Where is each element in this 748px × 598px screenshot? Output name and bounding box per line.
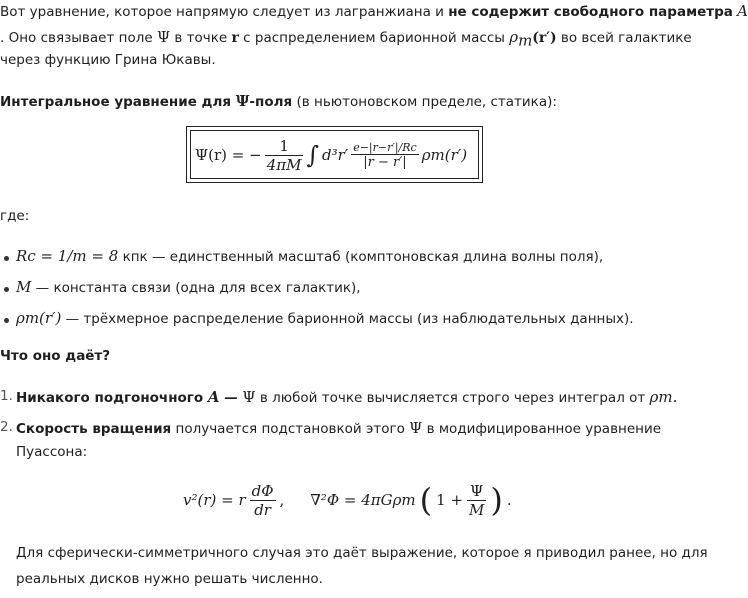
list-item-2-line-2: Пуассона: bbox=[16, 444, 88, 460]
bullet-item-rho bbox=[16, 309, 634, 327]
eq2-lparen: ( bbox=[419, 481, 433, 519]
math-rho: ρ bbox=[509, 28, 519, 46]
bullet-math: ρm(r′) bbox=[16, 309, 62, 327]
list-psi: Ψ bbox=[409, 419, 423, 437]
intro-bold: не содержит свободного параметра bbox=[448, 4, 733, 20]
final-line-1: Для сферически-симметричного случая это даёт выражение, которое я приводил ранее, но для bbox=[16, 545, 708, 561]
eq2-dphi: dΦ bbox=[251, 481, 274, 500]
list-text: получается подстановкой этого bbox=[171, 421, 410, 437]
final-line-2: реальных дисков нужно решать численно. bbox=[16, 571, 323, 587]
intro-line-3: через функцию Грина Юкавы. bbox=[0, 52, 216, 68]
eq1-frac-exp bbox=[351, 141, 419, 170]
heading-psi: Ψ bbox=[235, 92, 250, 110]
list-rho: ρm. bbox=[649, 388, 678, 406]
bullet-text: — трёхмерное распределение барионной массы (из наблюдательных данных). bbox=[61, 311, 634, 327]
bullet-text: — константа связи (одна для всех галактик), bbox=[31, 280, 361, 296]
math-A: A bbox=[737, 2, 748, 20]
eq1-lhs: Ψ(r) = − bbox=[195, 146, 262, 164]
bullet-dot bbox=[4, 287, 9, 292]
eq2-one-plus: 1 + bbox=[436, 491, 464, 509]
list-bold-dash: — bbox=[219, 390, 243, 406]
eq1-frac-num: 1 bbox=[279, 136, 289, 155]
bullet-item-rc bbox=[16, 247, 603, 265]
eq2-dr: dr bbox=[250, 500, 276, 519]
list-item-2 bbox=[16, 419, 661, 437]
eq2-M: M bbox=[469, 500, 485, 519]
eq2-frac-dphi-dr bbox=[250, 482, 276, 519]
bullet-text: кпк — единственный масштаб (комптоновская длина волны поля), bbox=[118, 249, 604, 265]
list-math-A: A bbox=[207, 388, 220, 406]
eq2-rparen: ) bbox=[490, 481, 503, 519]
intro-text-2d: во всей галактике bbox=[556, 30, 692, 46]
eq2-laplacian: ∇²Φ = 4πGρm bbox=[310, 491, 416, 509]
list-number: 2. bbox=[0, 419, 13, 435]
integral-heading bbox=[0, 92, 557, 110]
heading-rest: (в ньютоновском пределе, статика): bbox=[292, 94, 557, 110]
intro-line-1 bbox=[0, 2, 748, 20]
integral-equation bbox=[195, 135, 467, 175]
eq1-frac-den: 4πM bbox=[266, 155, 302, 174]
poisson-equation bbox=[183, 478, 512, 522]
math-rprime: (r′) bbox=[532, 30, 557, 46]
bullet-dot bbox=[4, 318, 9, 323]
list-number: 1. bbox=[0, 388, 13, 404]
eq2-frac-psi-M bbox=[467, 482, 486, 519]
eq2-v: v²(r) = r bbox=[183, 491, 246, 509]
list-item-1 bbox=[16, 388, 677, 406]
integral-sign: ∫ bbox=[306, 141, 319, 169]
math-psi: Ψ bbox=[156, 28, 171, 46]
eq1-exp-den: |r − r′| bbox=[351, 154, 419, 170]
eq2-period: . bbox=[506, 491, 512, 509]
eq1-d3r: d³r′ bbox=[321, 146, 349, 164]
eq1-frac-1-over-4piM bbox=[265, 137, 304, 174]
intro-text-2a: . Оно связывает поле bbox=[0, 30, 157, 46]
eq2-psi: Ψ bbox=[470, 481, 484, 500]
eq1-rho-tail: ρm(r′) bbox=[421, 146, 468, 164]
list-psi: Ψ bbox=[242, 388, 256, 406]
eq2-comma: , bbox=[279, 491, 285, 509]
list-text-2: в модифицированное уравнение bbox=[422, 421, 662, 437]
eq1-exp-num: e−|r−r′|/Rc bbox=[353, 140, 417, 154]
heading-bold-a: Интегральное уравнение для bbox=[0, 94, 236, 110]
what-heading: Что оно даёт? bbox=[0, 348, 111, 364]
intro-line-2 bbox=[0, 28, 692, 50]
math-r: r bbox=[231, 30, 239, 46]
intro-text-2b: в точке bbox=[170, 30, 232, 46]
heading-bold-b: -поля bbox=[249, 94, 293, 110]
bullet-item-M bbox=[16, 278, 361, 296]
list-bold: Никакого подгоночного bbox=[16, 390, 208, 406]
list-text: в любой точке вычисляется строго через интеграл от bbox=[255, 390, 650, 406]
bullet-math: Rc = 1/m = 8 bbox=[16, 247, 119, 265]
intro-text: Вот уравнение, которое напрямую следует из лагранжиана и bbox=[0, 4, 449, 20]
list-bold: Скорость вращения bbox=[16, 421, 172, 437]
math-m-sub: m bbox=[518, 31, 533, 50]
intro-text-2c: с распределением барионной массы bbox=[238, 30, 510, 46]
bullet-dot bbox=[4, 256, 9, 261]
bullet-math: M bbox=[16, 278, 32, 296]
where-label: где: bbox=[0, 208, 30, 224]
equation-box bbox=[186, 126, 483, 183]
